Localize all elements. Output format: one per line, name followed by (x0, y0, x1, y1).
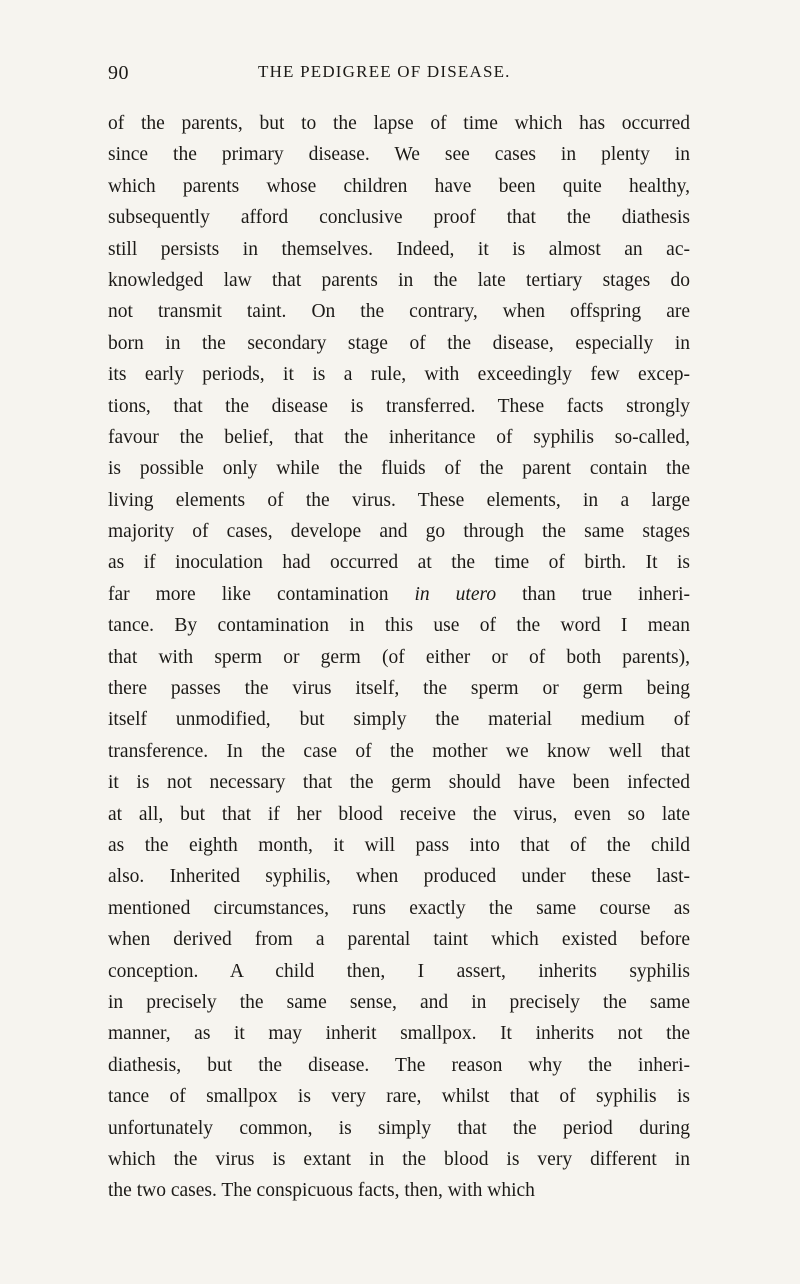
italic-phrase: in utero (414, 583, 497, 605)
text-line: since the primary disease. We see cases in plenty in (108, 144, 690, 166)
text-line: living elements of the virus. These elements, in a large (108, 489, 690, 511)
text-fragment: than true inheri- (496, 583, 690, 605)
text-line: mentioned circumstances, runs exactly the same course as (108, 897, 690, 919)
text-line: as the eighth month, it will pass into that of the child (108, 834, 690, 856)
text-line: which the virus is extant in the blood is very different in (108, 1148, 690, 1170)
text-line: majority of cases, develope and go through the same stages (108, 521, 690, 543)
text-line: also. Inherited syphilis, when produced under these last- (108, 866, 690, 888)
text-line: when derived from a parental taint which existed before (108, 929, 690, 951)
running-title: THE PEDIGREE OF DISEASE. (258, 62, 511, 81)
page-header (108, 62, 690, 92)
text-line: transference. In the case of the mother we know well that (108, 740, 690, 762)
text-line: in precisely the same sense, and in precisely the same (108, 991, 690, 1013)
text-line: as if inoculation had occurred at the time of birth. It is (108, 552, 690, 574)
text-line: itself unmodified, but simply the material medium of (108, 709, 690, 731)
text-line: conception. A child then, I assert, inherits syphilis (108, 960, 690, 982)
text-line: favour the belief, that the inheritance of syphilis so-called, (108, 426, 690, 448)
text-line: tance of smallpox is very rare, whilst that of syphilis is (108, 1086, 690, 1108)
text-line: that with sperm or germ (of either or of both parents), (108, 646, 690, 668)
text-line: which parents whose children have been quite healthy, (108, 175, 690, 197)
text-line: still persists in themselves. Indeed, it is almost an ac- (108, 238, 690, 260)
text-fragment: far more like contamination (108, 583, 415, 605)
text-line-with-italic (108, 579, 690, 610)
page-number: 90 (108, 62, 129, 84)
text-line: of the parents, but to the lapse of time which has occurred (108, 113, 690, 134)
text-line: not transmit taint. On the contrary, when offspring are (108, 301, 690, 323)
text-line: tions, that the disease is transferred. These facts strongly (108, 395, 690, 417)
text-line: unfortunately common, is simply that the period during (108, 1117, 690, 1139)
text-line: manner, as it may inherit smallpox. It inherits not the (108, 1023, 690, 1045)
text-line: is possible only while the fluids of the parent contain the (108, 458, 690, 480)
text-line: it is not necessary that the germ should have been infected (108, 772, 690, 794)
body-text (108, 108, 690, 1207)
text-line: tance. By contamination in this use of the word I mean (108, 615, 690, 637)
text-line: at all, but that if her blood receive the virus, even so late (108, 803, 690, 825)
text-line: there passes the virus itself, the sperm or germ being (108, 678, 690, 700)
text-line: born in the secondary stage of the disease, especially in (108, 332, 690, 354)
text-line: its early periods, it is a rule, with exceedingly few excep- (108, 364, 690, 386)
text-line: knowledged law that parents in the late tertiary stages do (108, 269, 690, 291)
text-line: subsequently afford conclusive proof that the diathesis (108, 207, 690, 229)
text-line: the two cases. The conspicuous facts, then, with which (108, 1180, 535, 1202)
text-line: diathesis, but the disease. The reason why the inheri- (108, 1054, 690, 1076)
